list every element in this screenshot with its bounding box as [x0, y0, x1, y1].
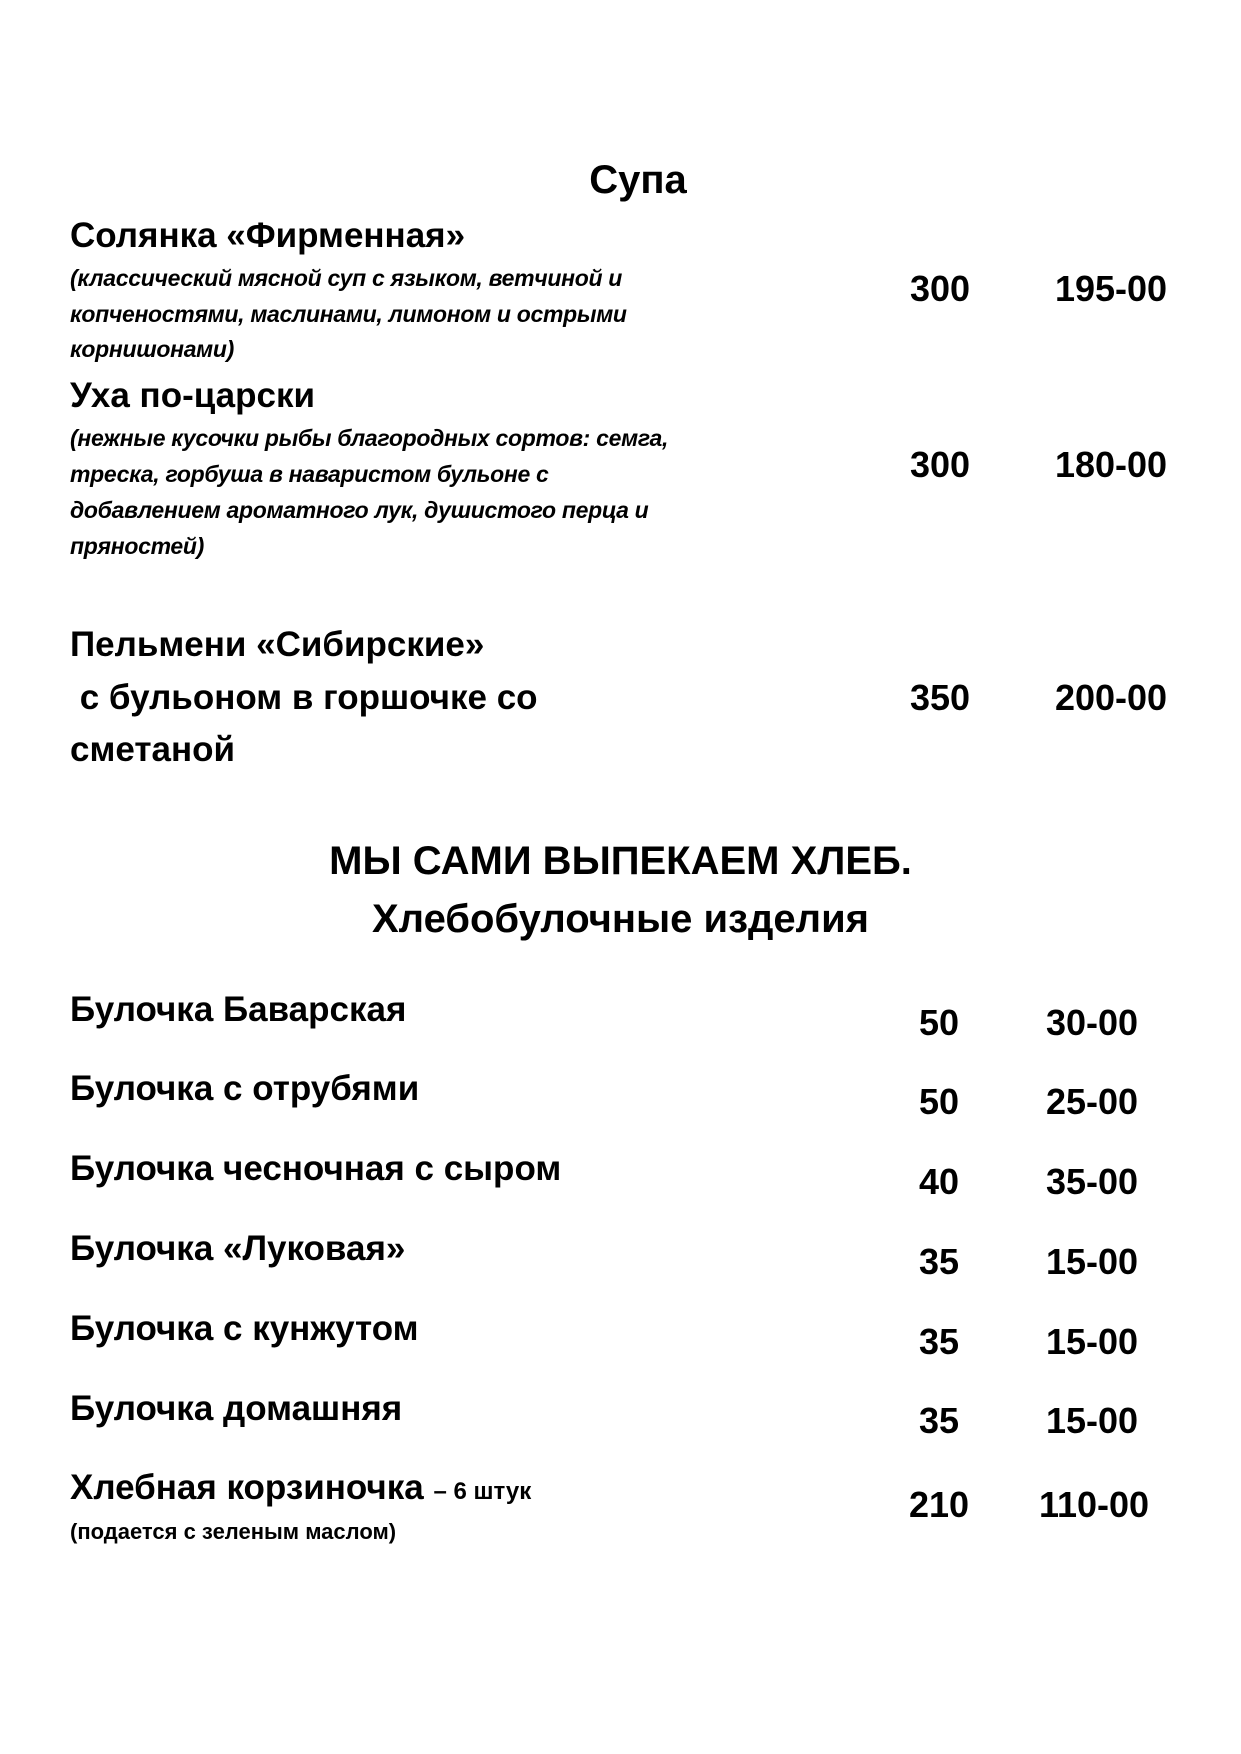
item-weight: 50: [918, 1081, 960, 1122]
item-price: 15-00: [1045, 1241, 1139, 1282]
item-name: Булочка «Луковая»: [70, 1229, 406, 1268]
section-title-bakery: Хлебобулочные изделия: [372, 897, 869, 941]
item-name: Хлебная корзиночка: [70, 1468, 424, 1507]
item-price: 35-00: [1045, 1161, 1139, 1202]
section-title-soups: Супа: [589, 158, 687, 202]
item-description: пряностей): [70, 533, 205, 559]
item-description: добавлением ароматного лук, душистого перца и: [70, 497, 649, 523]
item-weight: 210: [908, 1484, 970, 1525]
item-description: треска, горбуша в наваристом бульоне с: [70, 461, 549, 487]
item-price: 195-00: [1054, 268, 1168, 309]
item-description: (классический мясной суп с языком, ветчиной и: [70, 265, 623, 291]
item-name: сметаной: [70, 730, 236, 769]
item-name: Булочка с кунжутом: [70, 1309, 419, 1348]
item-price: 200-00: [1054, 677, 1168, 718]
item-note: (подается с зеленым маслом): [70, 1519, 397, 1544]
item-name: Булочка домашняя: [70, 1389, 403, 1428]
item-weight: 350: [909, 677, 971, 718]
item-weight: 40: [918, 1161, 960, 1202]
bakery-headline: МЫ САМИ ВЫПЕКАЕМ ХЛЕБ.: [329, 839, 912, 883]
item-weight: 35: [918, 1321, 960, 1362]
item-description: копченостями, маслинами, лимоном и острыми: [70, 301, 627, 327]
item-quantity: – 6 штук: [433, 1478, 532, 1505]
item-name: Пельмени «Сибирские»: [70, 625, 485, 664]
item-name: Солянка «Фирменная»: [70, 216, 466, 255]
item-weight: 35: [918, 1400, 960, 1441]
item-price: 110-00: [1038, 1484, 1150, 1525]
item-name: Булочка Баварская: [70, 990, 407, 1029]
item-name: Уха по-царски: [70, 376, 316, 415]
item-price: 30-00: [1045, 1002, 1139, 1043]
item-price: 15-00: [1045, 1400, 1139, 1441]
item-description: (нежные кусочки рыбы благородных сортов: семга,: [70, 425, 669, 451]
item-price: 15-00: [1045, 1321, 1139, 1362]
item-weight: 35: [918, 1241, 960, 1282]
item-name: Булочка чесночная с сыром: [70, 1149, 562, 1188]
item-weight: 300: [909, 268, 971, 309]
item-price: 25-00: [1045, 1081, 1139, 1122]
item-weight: 300: [909, 444, 971, 485]
item-name: с бульоном в горшочке со: [70, 678, 538, 717]
item-weight: 50: [918, 1002, 960, 1043]
item-name: Булочка с отрубями: [70, 1069, 420, 1108]
item-price: 180-00: [1054, 444, 1168, 485]
item-description: корнишонами): [70, 336, 235, 362]
